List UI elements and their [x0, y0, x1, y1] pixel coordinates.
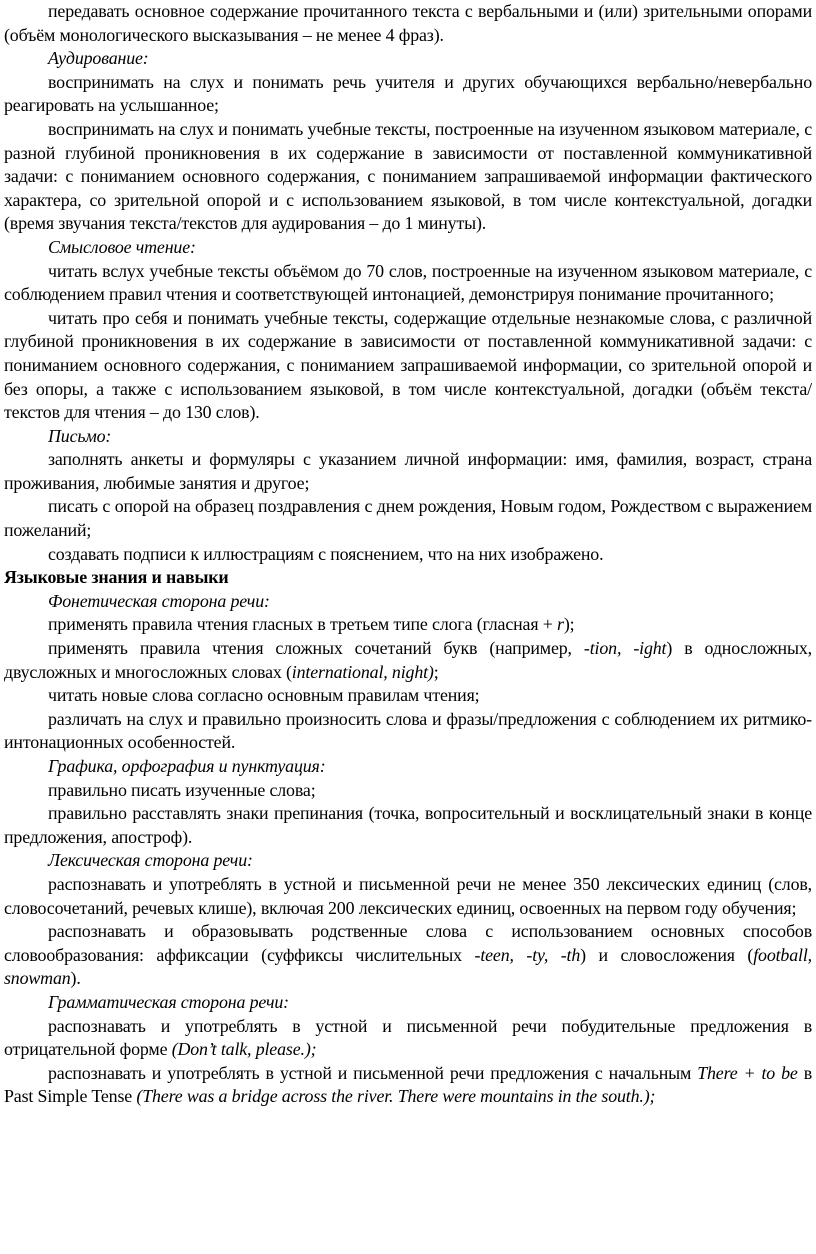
paragraph-reading-aloud: читать вслух учебные тексты объёмом до 70 слов, построенные на изученном языковом материале, с соблюдением правил чтения и соответствующей интонацией, демонстрируя понимание прочитанного;: [4, 260, 812, 305]
italic-run: (There was a bridge across the river. There were mountains in the south.);: [136, 1086, 656, 1107]
subheading-lexis: Лексическая сторона речи:: [48, 850, 253, 871]
paragraph-lexis-word-formation: [4, 920, 812, 991]
text-run: применять правила чтения сложных сочетаний букв (например,: [48, 638, 584, 659]
paragraph-phonetics-rhythm: различать на слух и правильно произносить слова и фразы/предложения с соблюдением их ритмико-интонационных особенностей.: [4, 708, 812, 753]
text-run: распознавать и употреблять в устной и письменной речи побудительные предложения в отрицательной форме: [4, 1015, 812, 1060]
subheading-phonetics: Фонетическая сторона речи:: [48, 590, 270, 611]
italic-run: There + to be: [697, 1062, 798, 1083]
subheading-graphics-spelling: Графика, орфография и пунктуация:: [48, 756, 326, 776]
text-run: ) в односложных, двусложных и многосложных словах (: [4, 638, 812, 682]
italic-run: (Don’t talk, please.);: [171, 1039, 317, 1060]
paragraph-monologue-volume: передавать основное содержание прочитанного текста с вербальными и (или) зрительными опорами (объём монологического высказывания – не менее 4 фраз).: [4, 1, 812, 45]
italic-run: -teen, -ty, -th: [474, 944, 581, 965]
subheading-writing: Письмо:: [48, 425, 112, 446]
paragraph-lexis-units: распознавать и употреблять в устной и письменной речи не менее 350 лексических единиц (слов, словосочетаний, речевых клише), включая 200 лексических единиц, освоенных на первом году обучения;: [4, 873, 812, 918]
text-run: в Past Simple Tense: [4, 1062, 812, 1107]
text-run: распознавать и употреблять в устной и письменной речи предложения с начальным: [48, 1062, 698, 1083]
paragraph-writing-greetings: писать с опорой на образец поздравления с днем рождения, Новым годом, Рождеством с выражением пожеланий;: [4, 496, 812, 541]
paragraph-punctuation: правильно расставлять знаки препинания (точка, вопросительный и восклицательный знаки в конце предложения, апостроф).: [4, 803, 812, 847]
text-run: распознавать и образовывать родственные слова с использованием основных способов словообразования: аффиксации (суффиксы числительных: [4, 921, 812, 965]
text-run: ;: [433, 661, 439, 682]
paragraph-grammar-imperative: [4, 1015, 812, 1062]
paragraph-listening-teacher: воспринимать на слух и понимать речь учителя и других обучающихся вербально/невербально реагировать на услышанное;: [4, 71, 812, 116]
paragraph-phonetics-vowels: [4, 613, 812, 637]
subheading-listening: Аудирование:: [48, 48, 149, 69]
italic-run: football, snowman: [4, 944, 812, 989]
paragraph-reading-silent: читать про себя и понимать учебные тексты, содержащие отдельные незнакомые слова, с различной глубиной проникновения в их содержание в зависимости от поставленной коммуникативной задачи: с пониманием основного содержания, с пониманием запрашиваемой информации, со зрительной опорой и без опоры, а также с использованием языковой, в том числе контекстуальной, догадки (объём текста/текстов для чтения – до 130 слов).: [4, 307, 812, 423]
subheading-reading: Смысловое чтение:: [48, 236, 196, 257]
paragraph-phonetics-letter-combinations: [4, 637, 812, 684]
text-run: ) и словосложения (: [580, 944, 754, 965]
paragraph-spelling-words: правильно писать изученные слова;: [48, 779, 316, 800]
paragraph-listening-texts: воспринимать на слух и понимать учебные тексты, построенные на изученном языковом материале, с разной глубиной проникновения в их содержание в зависимости от поставленной коммуникативной задачи: с пониманием основного содержания, с пониманием запрашиваемой информации фактического характера, со зрительной опорой и с использованием языковой, в том числе контекстуальной, догадки (время звучания текста/текстов для аудирования – до 1 минуты).: [4, 118, 812, 234]
text-run: применять правила чтения гласных в третьем типе слога (гласная +: [48, 614, 558, 635]
paragraph-phonetics-new-words: читать новые слова согласно основным правилам чтения;: [48, 685, 480, 706]
italic-run: r: [557, 614, 564, 635]
italic-run: -tion, -ight: [583, 638, 667, 659]
paragraph-grammar-there-was: [4, 1062, 812, 1109]
subheading-grammar: Грамматическая сторона речи:: [48, 991, 289, 1012]
text-run: ).: [70, 968, 81, 989]
paragraph-writing-captions: создавать подписи к иллюстрациям с пояснением, что на них изображено.: [48, 543, 604, 564]
italic-run: international, night): [291, 661, 434, 682]
section-heading-language-knowledge: Языковые знания и навыки: [4, 567, 229, 588]
text-run: );: [563, 614, 575, 635]
paragraph-writing-forms: заполнять анкеты и формуляры с указанием личной информации: имя, фамилия, возраст, страна проживания, любимые занятия и другое;: [4, 449, 812, 493]
